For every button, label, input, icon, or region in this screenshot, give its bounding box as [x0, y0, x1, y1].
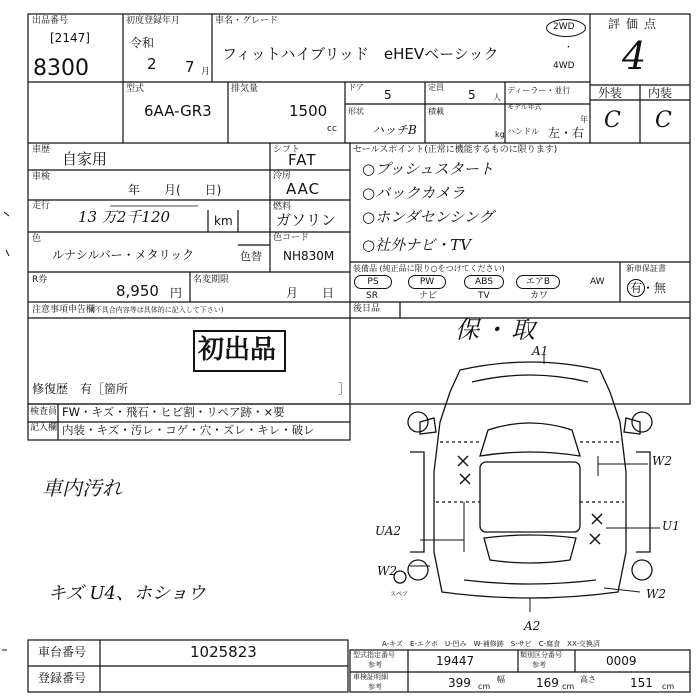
lot-number: 8300: [33, 56, 89, 81]
drive-dot: ・: [564, 43, 574, 53]
name-change-value: 月 日: [286, 286, 335, 300]
shift-label: シフト: [273, 145, 301, 155]
color-value: ルナシルバー・メタリック: [52, 248, 195, 262]
equipment-label: 装備品 (純正品に限り○をつけてください): [353, 264, 505, 273]
interior-label: 内装: [648, 86, 673, 100]
damage-ua2: UA2: [375, 524, 402, 538]
use-value: 自家用: [62, 150, 108, 168]
width-value: 169: [536, 676, 559, 690]
color-label: 色: [32, 234, 42, 244]
class-value: 0009: [606, 654, 637, 668]
inspector-label-1: 検査員: [30, 407, 58, 417]
repair-history: 修復歴 有［箇所: [32, 382, 129, 396]
type-label: 型式: [126, 84, 145, 94]
first-reg-label: 初度登録年月: [126, 16, 181, 26]
displacement-unit: cc: [327, 124, 337, 134]
exterior-grade: C: [604, 108, 621, 133]
registration-label: 登録番号: [38, 671, 87, 685]
handle-label: ハンドル: [507, 127, 539, 136]
handle-value: 左・右: [548, 126, 585, 140]
mileage-value: 13 万2千120: [78, 208, 171, 226]
length-unit: cm: [478, 682, 491, 691]
inspector-row-2: 内装・キズ・汚レ・コゲ・穴・ズレ・キレ・破レ: [62, 423, 315, 437]
first-listing-text: 初出品: [198, 335, 277, 365]
fuel-label: 燃料: [273, 202, 292, 212]
type-value: 6AA-GR3: [144, 102, 212, 120]
first-reg-year: 2: [147, 55, 157, 73]
model-year-label: モデル年式: [507, 103, 542, 111]
lot-label: 出品番号: [32, 16, 69, 26]
inspector-note-2: キズ U4、ホショウ: [48, 583, 206, 604]
sales-point-2: ○バックカメラ: [362, 184, 466, 202]
equip-aw: AW: [590, 277, 605, 287]
interior-grade: C: [655, 108, 672, 133]
inspector-label-2: 記入欄: [30, 423, 58, 433]
drive-4wd: 4WD: [553, 61, 575, 71]
sales-point-3: ○ホンダセンシング: [362, 208, 494, 226]
equip-tv: TV: [478, 291, 490, 301]
dims-sub: 参考: [368, 683, 382, 691]
color-code-label: 色コード: [273, 233, 310, 243]
ac-value: AAC: [286, 180, 321, 198]
model-name: フィットハイブリッド eHEVベーシック: [222, 45, 499, 63]
month-unit: 月: [201, 67, 211, 77]
equip-pw: PW: [408, 275, 446, 289]
spare-label: スペア: [390, 591, 409, 598]
capacity-unit: 人: [493, 93, 501, 102]
damage-u1: U1: [662, 519, 680, 533]
length-value: 399: [448, 676, 471, 690]
chassis-label: 車台番号: [38, 645, 87, 659]
equip-leather: カワ: [530, 291, 549, 301]
equip-ps: PS: [354, 275, 392, 289]
warranty-label: 新車保証書: [626, 264, 666, 273]
use-label: 車歴: [32, 145, 51, 155]
color-change-label: 色替: [240, 250, 262, 263]
capacity-label: 定員: [428, 83, 444, 92]
equip-navi: ナビ: [419, 291, 438, 301]
later-value: 保・取: [455, 316, 539, 344]
equip-airbag: エアB: [516, 275, 560, 289]
inspector-note-1: 車内汚れ: [42, 476, 122, 500]
model-year-unit: 年: [580, 115, 588, 124]
height-value: 151: [630, 676, 653, 690]
width-unit: cm: [562, 682, 575, 691]
height-unit: cm: [662, 682, 675, 691]
recycle-label: R券: [32, 275, 48, 285]
notes-label: 注意事項申告欄: [32, 305, 96, 315]
color-code-value: NH830M: [283, 249, 335, 263]
inspection-label: 車検: [32, 172, 51, 182]
damage-a1: A1: [532, 344, 549, 358]
mileage-label: 走行: [32, 201, 51, 211]
class-label: 類別区分番号: [520, 651, 562, 659]
displacement-label: 排気量: [231, 84, 259, 94]
drive-2wd: 2WD: [553, 22, 575, 32]
car-diagram: [380, 352, 680, 612]
fuel-value: ガソリン: [276, 211, 337, 229]
recycle-unit: 円: [170, 286, 183, 300]
warranty-value: 有・無: [630, 281, 667, 295]
load-unit: kg: [495, 130, 505, 139]
sales-point-4: ○社外ナビ・TV: [362, 236, 471, 254]
score-label: 評価点: [608, 17, 663, 31]
damage-legend: A-キズ E-エクボ U-凹み W-補修跡 S-サビ C-腐食 XX-交換済: [382, 640, 600, 648]
chassis-value: 1025823: [190, 643, 257, 661]
equip-abs: ABS: [464, 275, 504, 289]
lot-sub: [2147]: [50, 31, 90, 45]
recycle-value: 8,950: [116, 282, 159, 300]
load-label: 積載: [428, 107, 444, 116]
exterior-label: 外装: [598, 86, 623, 100]
sales-point-1: ○プッシュスタート: [362, 160, 494, 178]
equip-sr: SR: [366, 291, 378, 301]
mileage-unit: km: [214, 214, 233, 228]
model-label: 車名・グレード: [215, 16, 279, 26]
era-label: 令和: [130, 36, 155, 50]
first-reg-month: 7: [185, 58, 195, 76]
width-label: 幅: [497, 675, 505, 684]
shift-value: FAT: [288, 151, 317, 169]
score-value: 4: [622, 34, 647, 78]
notes-sub: (不具合内容等は具体的に記入して下さい): [92, 306, 224, 314]
inspector-row-1: FW・キズ・飛石・ヒビ割・リペア跡・×要: [62, 405, 285, 419]
name-change-label: 名変期限: [193, 275, 230, 285]
inspection-value: 年 月( 日): [128, 183, 222, 197]
damage-w2-right: W2: [652, 454, 672, 468]
dims-label: 車検証明細: [353, 673, 388, 681]
model-designation-value: 19447: [436, 654, 475, 668]
model-designation-sub: 参考: [368, 661, 382, 669]
shape-value: ハッチB: [372, 123, 417, 137]
later-label: 後日品: [353, 304, 381, 314]
model-designation-label: 型式指定番号: [353, 651, 395, 659]
capacity-value: 5: [468, 88, 476, 102]
damage-w2-rear: W2: [646, 587, 666, 601]
class-sub: 参考: [532, 661, 546, 669]
sales-points-label: セールスポイント(正常に機能するものに限ります): [353, 145, 558, 155]
door-value: 5: [384, 88, 392, 102]
door-label: ドア: [348, 83, 364, 92]
displacement-value: 1500: [289, 102, 328, 120]
repair-history-end: ］: [338, 382, 351, 396]
ac-label: 冷房: [273, 171, 292, 181]
height-label: 高さ: [580, 675, 596, 684]
shape-label: 形状: [348, 107, 364, 116]
damage-a2: A2: [524, 619, 541, 633]
damage-w2-left: W2: [377, 564, 397, 578]
dealer-label: ディーラー・並行: [507, 86, 571, 95]
